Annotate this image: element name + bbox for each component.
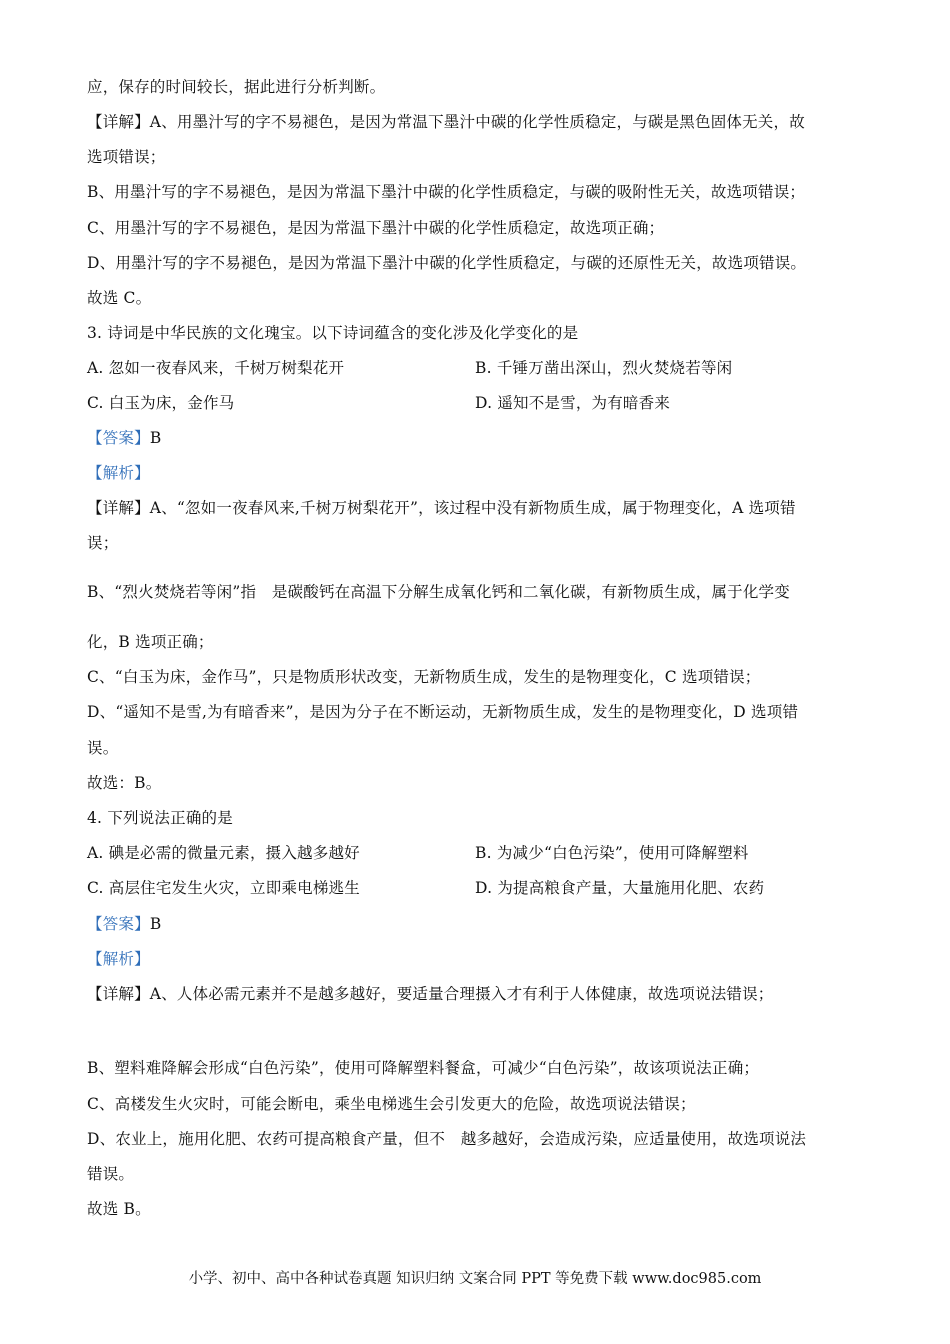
text-line: 故选 C。 xyxy=(87,289,152,307)
answer-value: B xyxy=(149,915,162,933)
text-line: B、用墨汁写的字不易褪色，是因为常温下墨汁中碳的化学性质稳定，与碳的吸附性无关，故选项错误； xyxy=(87,183,806,201)
question-4-analysis-label: 【解析】 xyxy=(87,950,150,968)
page-footer: 小学、初中、高中各种试卷真题 知识归纳 文案合同 PPT 等免费下载 www.doc985.com xyxy=(188,1271,762,1287)
question-4-answer xyxy=(87,914,161,934)
question-4-option-d: D. 为提高粮食产量，大量施用化肥、农药 xyxy=(475,879,765,897)
question-4-option-b: B. 为减少“白色污染”，使用可降解塑料 xyxy=(475,844,749,862)
question-4-option-a: A. 碘是必需的微量元素，摄入越多越好 xyxy=(87,844,360,862)
text-line: 误。 xyxy=(87,739,119,757)
answer-label: 【答案】 xyxy=(87,915,150,933)
question-3-option-a: A. 忽如一夜春风来，千树万树梨花开 xyxy=(87,359,345,377)
text-line: B、塑料难降解会形成“白色污染”，使用可降解塑料餐盒，可减少“白色污染”，故该项说法正确； xyxy=(87,1059,760,1077)
question-3-analysis-label: 【解析】 xyxy=(87,464,150,482)
text-line: 故选：B。 xyxy=(87,774,162,792)
text-line: D、用墨汁写的字不易褪色，是因为常温下墨汁中碳的化学性质稳定，与碳的还原性无关，故选项错误。 xyxy=(87,254,807,272)
question-4-stem: 4. 下列说法正确的是 xyxy=(87,809,233,827)
text-line: D、“遥知不是雪,为有暗香来”，是因为分子在不断运动，无新物质生成，发生的是物理变化，D 选项错 xyxy=(87,703,799,721)
question-3-option-b: B. 千锤万凿出深山，烈火焚烧若等闲 xyxy=(475,359,733,377)
answer-label: 【答案】 xyxy=(87,429,150,447)
text-line: 误； xyxy=(87,534,119,552)
text-line: C、高楼发生火灾时，可能会断电，乘坐电梯逃生会引发更大的危险，故选项说法错误； xyxy=(87,1095,696,1113)
text-line: 【详解】A、用墨汁写的字不易褪色，是因为常温下墨汁中碳的化学性质稳定，与碳是黑色固体无关，故 xyxy=(87,113,805,131)
text-line: B、“烈火焚烧若等闲”指 是碳酸钙在高温下分解生成氧化钙和二氧化碳，有新物质生成，属于化学变 xyxy=(87,583,790,601)
text-line: 故选 B。 xyxy=(87,1200,151,1218)
text-line: 【详解】A、“忽如一夜春风来,千树万树梨花开”，该过程中没有新物质生成，属于物理变化，A 选项错 xyxy=(87,499,796,517)
text-line: C、用墨汁写的字不易褪色，是因为常温下墨汁中碳的化学性质稳定，故选项正确； xyxy=(87,219,665,237)
text-line: D、农业上，施用化肥、农药可提高粮食产量，但不 越多越好，会造成污染，应适量使用，故选项说法 xyxy=(87,1130,807,1148)
question-3-option-d: D. 遥知不是雪，为有暗香来 xyxy=(475,394,671,412)
text-line: 【详解】A、人体必需元素并不是越多越好，要适量合理摄入才有利于人体健康，故选项说法错误； xyxy=(87,985,774,1003)
answer-value: B xyxy=(149,429,162,447)
question-3-stem: 3. 诗词是中华民族的文化瑰宝。以下诗词蕴含的变化涉及化学变化的是 xyxy=(87,324,579,342)
question-3-answer xyxy=(87,428,161,448)
text-line: 化，B 选项正确； xyxy=(87,633,214,651)
text-line: 选项错误； xyxy=(87,148,166,166)
text-line: C、“白玉为床，金作马”，只是物质形状改变，无新物质生成，发生的是物理变化，C 选项错误； xyxy=(87,668,761,686)
question-4-option-c: C. 高层住宅发生火灾，立即乘电梯逃生 xyxy=(87,879,360,897)
question-3-option-c: C. 白玉为床，金作马 xyxy=(87,394,235,412)
text-line: 应，保存的时间较长，据此进行分析判断。 xyxy=(87,78,386,96)
text-line: 错误。 xyxy=(87,1165,135,1183)
